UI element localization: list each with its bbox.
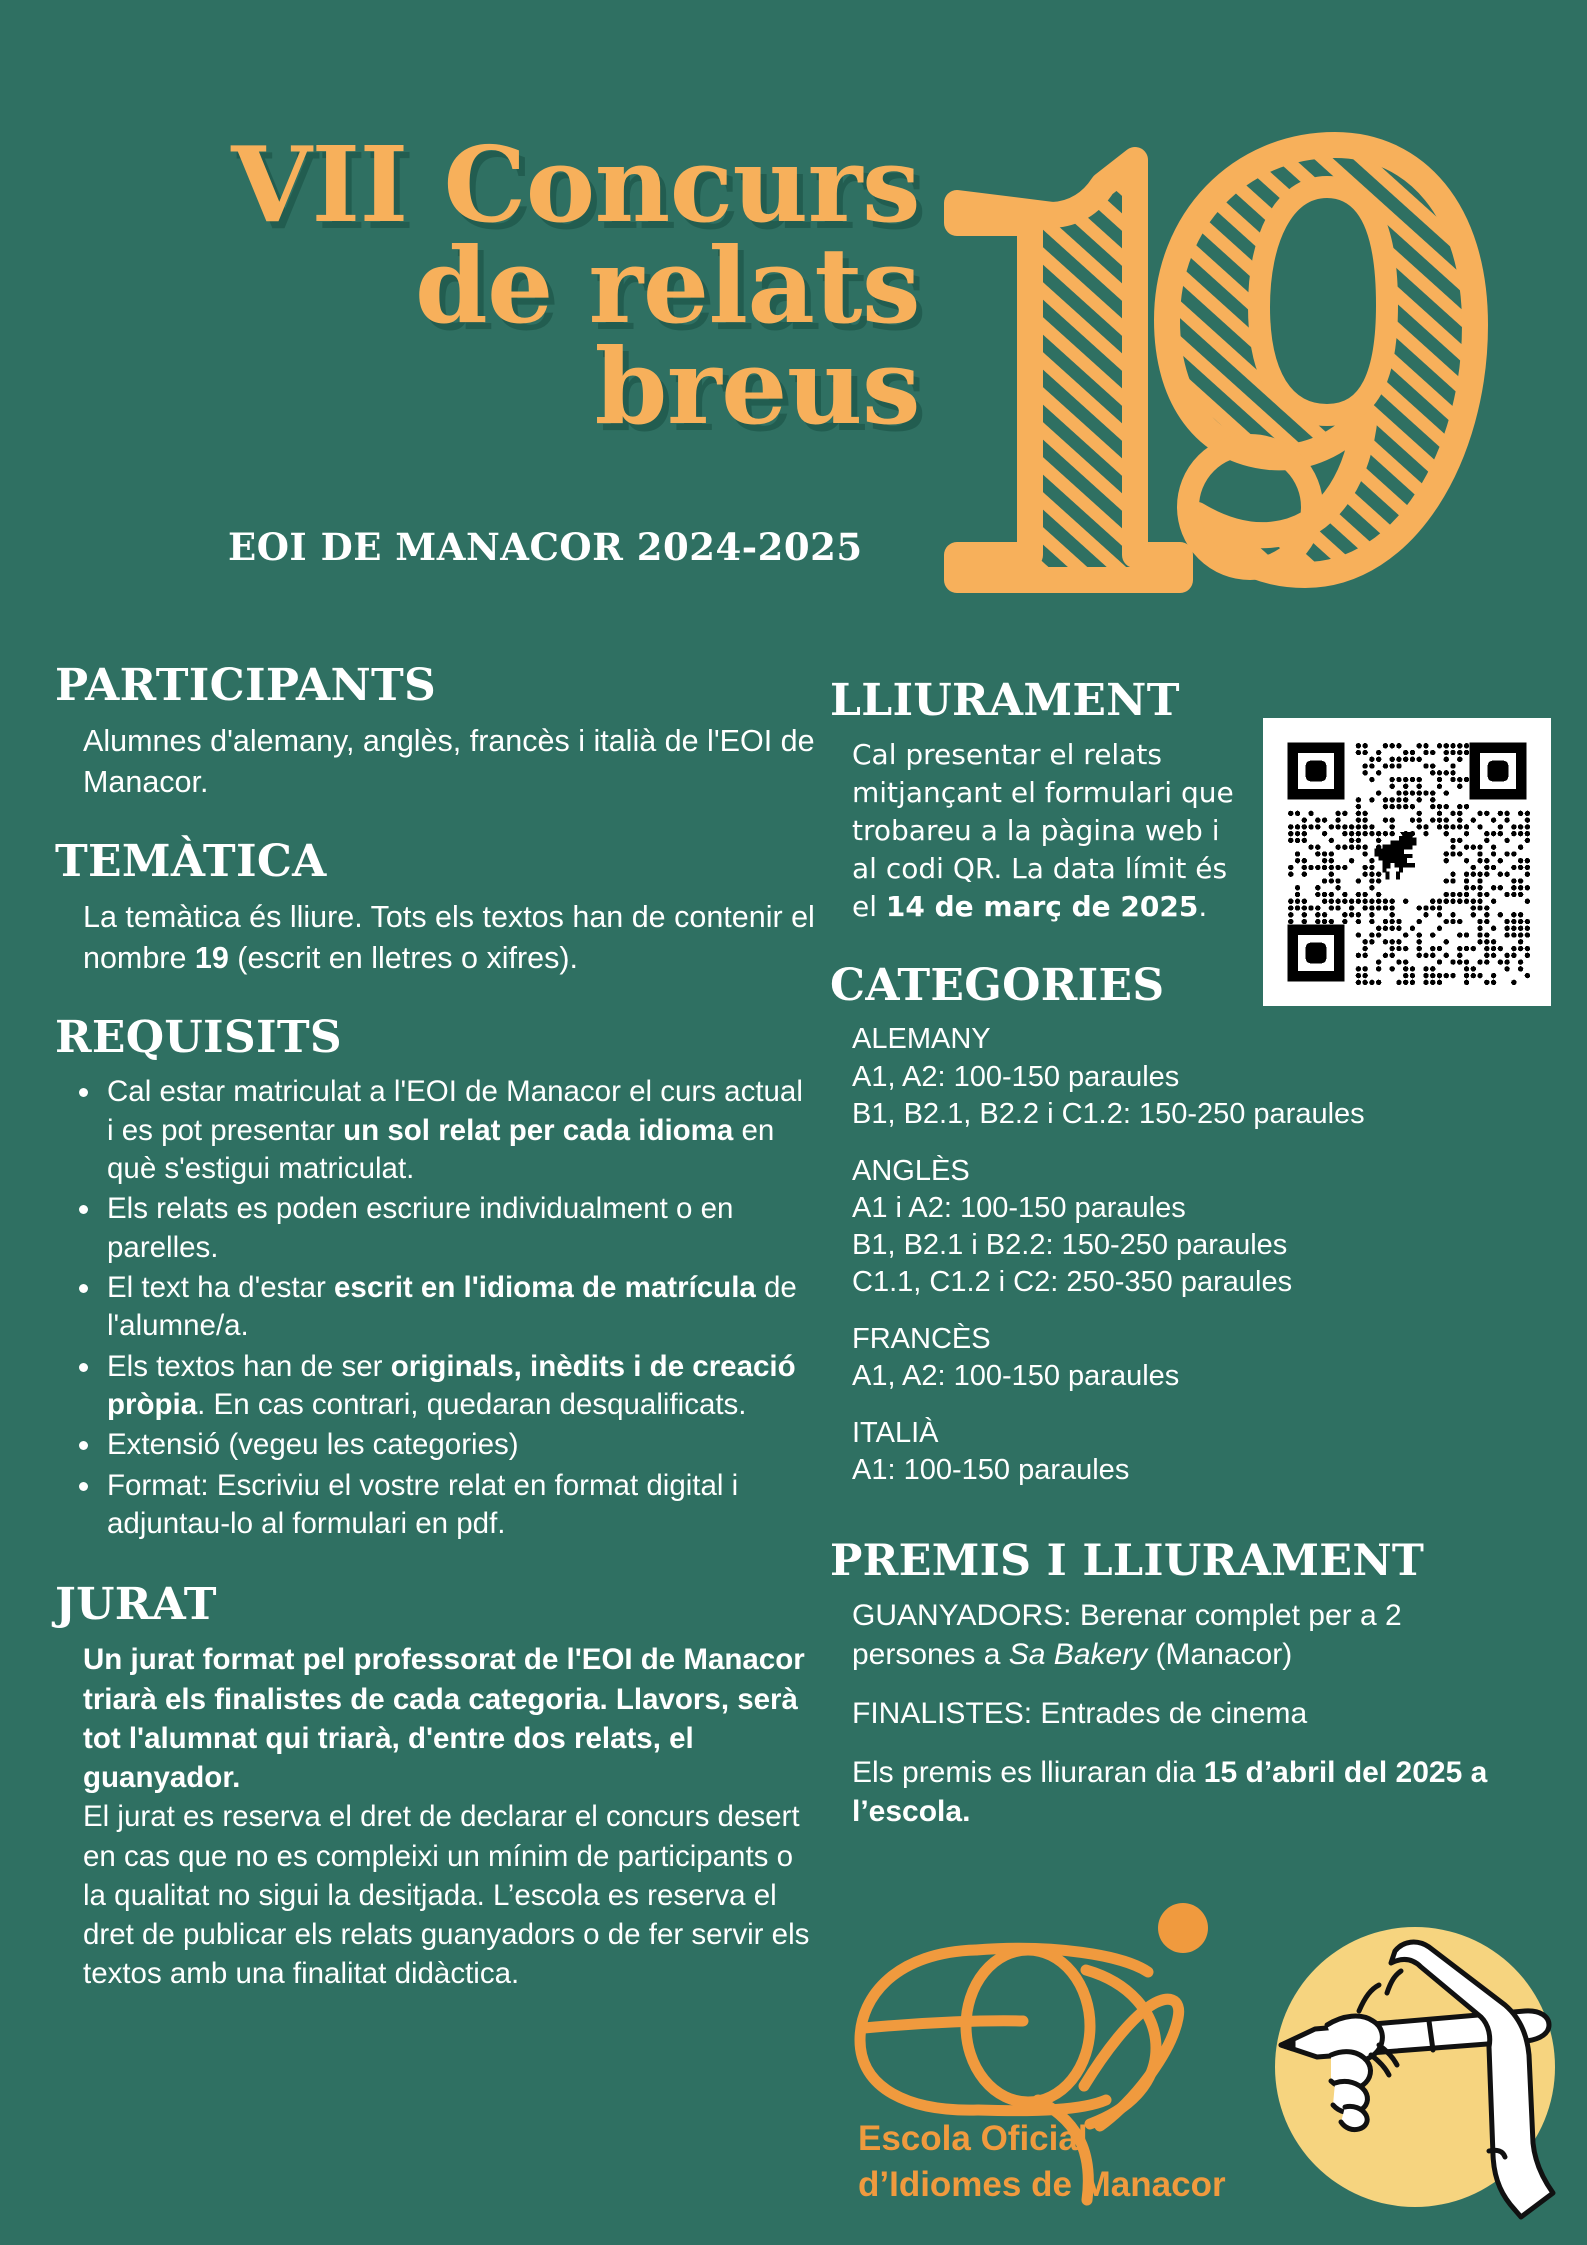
hand-writing-illustration xyxy=(1253,1905,1578,2230)
poster-title xyxy=(150,123,920,448)
participants-text: Alumnes d'alemany, anglès, francès i italià de l'EOI de Manacor. xyxy=(83,724,815,799)
req-1-part1: Els relats es poden escriure individualment o en parelles. xyxy=(107,1192,734,1264)
category-group-italia xyxy=(852,1415,1530,1489)
category-group-angles xyxy=(852,1153,1530,1301)
premis-finalists: FINALISTES: Entrades de cinema xyxy=(852,1696,1308,1730)
list-item xyxy=(103,1348,815,1425)
participants-heading: PARTICIPANTS xyxy=(55,660,437,711)
category-language: ALEMANY xyxy=(852,1023,991,1056)
premis-winners xyxy=(852,1596,1530,1674)
category-language: ANGLÈS xyxy=(852,1154,970,1187)
logo-line-2: d’Idiomes de Manacor xyxy=(858,2165,1226,2204)
requisits-heading: REQUISITS xyxy=(55,1012,342,1064)
list-item xyxy=(103,1190,815,1267)
lliurament-text xyxy=(852,736,1252,926)
req-4-part1: Extensió (vegeu les categories) xyxy=(107,1428,519,1462)
premis-delivery-part1: Els premis es lliuraran dia xyxy=(852,1755,1204,1789)
premis-delivery-date: 15 d’abril del 2025 a l’escola. xyxy=(852,1755,1488,1828)
req-3-bold: originals, inèdits i de creació pròpia xyxy=(107,1349,796,1421)
category-language: ITALIÀ xyxy=(852,1417,939,1450)
list-item xyxy=(103,1073,815,1188)
premis-delivery xyxy=(852,1753,1530,1831)
premis-venue: Sa Bakery xyxy=(1008,1637,1148,1671)
poster-header xyxy=(0,0,1587,600)
req-0-part1: Cal estar matriculat a l'EOI de Manacor el curs actual i es pot presentar xyxy=(107,1075,803,1147)
categories-heading: CATEGORIES xyxy=(830,960,1165,1012)
category-level: C1.1, C1.2 i C2: 250-350 paraules xyxy=(852,1266,1293,1299)
poster-subtitle: EOI DE MANACOR 2024-2025 xyxy=(228,525,863,569)
req-2-bold: escrit en l'idioma de matrícula xyxy=(334,1270,756,1304)
list-item xyxy=(103,1426,815,1464)
lliurament-deadline: 14 de març de 2025 xyxy=(885,890,1199,924)
lliurament-part1: Cal presentar el relats mitjançant el formulari que trobareu a la pàgina web i al codi QR. La data límit és el xyxy=(852,738,1234,924)
year-19-graphic xyxy=(935,115,1495,595)
req-2-part1: El text ha d'estar xyxy=(107,1270,334,1304)
tematica-heading: TEMÀTICA xyxy=(55,836,327,888)
req-3-part2: . En cas contrari, quedaran desqualificats. xyxy=(197,1388,747,1421)
title-line-1: VII Concurs xyxy=(231,123,920,246)
req-0-part2: en què s'estigui matriculat. xyxy=(107,1113,775,1185)
logo-dot xyxy=(1158,1903,1208,1953)
req-2-part2: de l'alumne/a. xyxy=(107,1270,797,1343)
eoi-logo xyxy=(838,1900,1238,2230)
category-group-alemany xyxy=(852,1021,1530,1132)
title-line-3: breus xyxy=(594,324,920,448)
premis-winners-label: GUANYADORS: Berenar complet per a 2 persones a xyxy=(852,1598,1402,1671)
jurat-bold-text: Un jurat format pel professorat de l'EOI de Manacor triarà els finalistes de cada categoria. Llavors, serà tot l'alumnat qui triarà, d'entre dos relats, el guanyador. xyxy=(83,1643,805,1795)
logo-line-1: Escola Oficial xyxy=(858,2119,1088,2158)
tematica-text-part2: (escrit en lletres o xifres). xyxy=(228,940,578,975)
requisits-list xyxy=(103,1073,815,1543)
tematica-text xyxy=(83,897,815,978)
premis-venue-city: (Manacor) xyxy=(1147,1637,1293,1671)
list-item xyxy=(103,1467,815,1544)
category-level: B1, B2.1, B2.2 i C1.2: 150-250 paraules xyxy=(852,1097,1365,1130)
lliurament-heading: LLIURAMENT xyxy=(830,675,1180,726)
category-group-frances xyxy=(852,1321,1530,1395)
lliurament-part2: . xyxy=(1198,890,1208,924)
category-language: FRANCÈS xyxy=(852,1323,991,1356)
req-3-part1: Els textos han de ser xyxy=(107,1349,391,1383)
req-0-bold: un sol relat per cada idioma xyxy=(343,1113,734,1147)
title-line-2: de relats xyxy=(414,223,920,347)
category-level: A1: 100-150 paraules xyxy=(852,1454,1130,1487)
category-level: A1 i A2: 100-150 paraules xyxy=(852,1191,1186,1224)
qr-code[interactable] xyxy=(1263,718,1551,1006)
category-level: A1, A2: 100-150 paraules xyxy=(852,1360,1180,1393)
category-level: B1, B2.1 i B2.2: 150-250 paraules xyxy=(852,1228,1288,1261)
left-column xyxy=(55,660,815,1993)
jurat-heading: JURAT xyxy=(55,1579,217,1631)
list-item xyxy=(103,1269,815,1346)
premis-heading: PREMIS I LLIURAMENT xyxy=(830,1535,1425,1586)
jurat-normal-text: El jurat es reserva el dret de declarar el concurs desert en cas que no es compleixi un mínim de participants o la qualitat no sigui la desitjada. L’escola es reserva el dret de publicar els relats guanyadors o de fer servir els textos amb una finalitat didàctica. xyxy=(83,1800,810,1991)
req-5-part1: Format: Escriviu el vostre relat en format digital i adjuntau-lo al formulari en pdf. xyxy=(107,1468,739,1541)
tematica-number: 19 xyxy=(194,940,229,975)
tematica-text-part1: La temàtica és lliure. Tots els textos han de contenir el nombre xyxy=(83,900,815,975)
category-level: A1, A2: 100-150 paraules xyxy=(852,1060,1180,1093)
